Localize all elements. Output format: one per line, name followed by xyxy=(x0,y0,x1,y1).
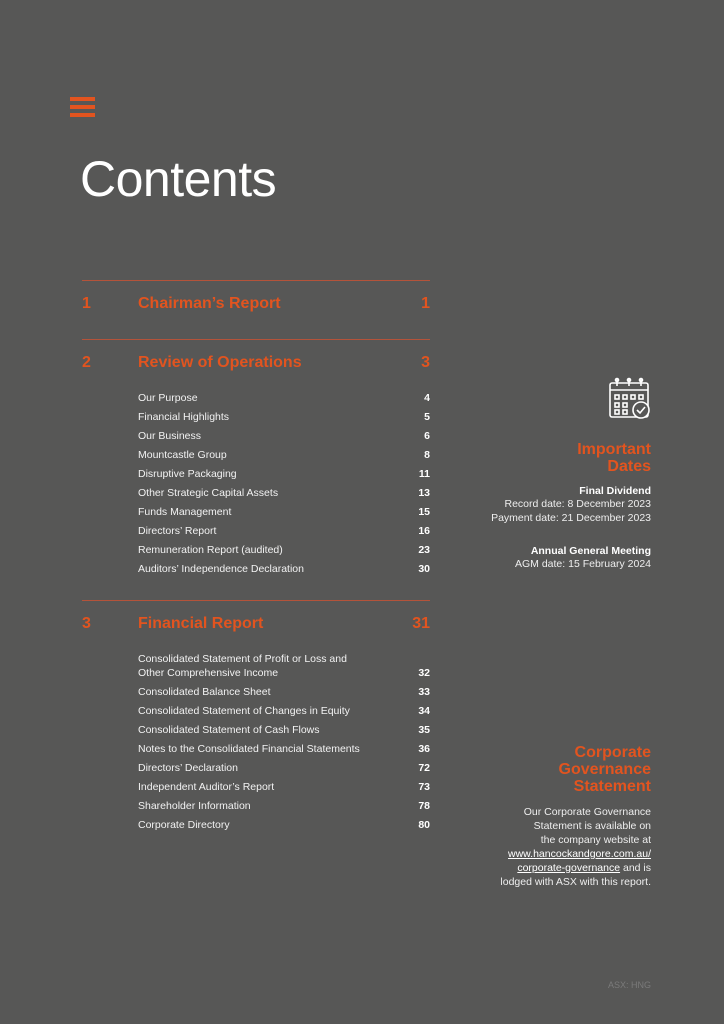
list-item[interactable] xyxy=(138,502,430,521)
toc-section-2 xyxy=(82,339,430,600)
item-page: 4 xyxy=(424,391,430,404)
list-item[interactable] xyxy=(138,426,430,445)
final-dividend-title: Final Dividend xyxy=(579,485,651,497)
list-item[interactable] xyxy=(138,739,430,758)
list-item[interactable] xyxy=(138,682,430,701)
heading-line: Corporate xyxy=(574,744,651,761)
item-page: 73 xyxy=(418,780,430,793)
item-page: 23 xyxy=(418,543,430,556)
text-line: Our Corporate Governance xyxy=(523,806,651,818)
item-page: 8 xyxy=(424,448,430,461)
section-title[interactable]: Financial Report xyxy=(138,615,264,632)
subsection-list xyxy=(82,388,430,578)
text-line: and is xyxy=(620,862,651,874)
item-label: Consolidated Statement of Changes in Equity xyxy=(138,704,350,717)
item-label: Our Purpose xyxy=(138,391,198,404)
governance-panel xyxy=(500,744,651,889)
list-item[interactable] xyxy=(138,758,430,777)
toc-section-3 xyxy=(82,600,430,834)
list-item[interactable] xyxy=(138,483,430,502)
list-item[interactable] xyxy=(138,815,430,834)
subsection-list xyxy=(82,649,430,834)
payment-date: Payment date: 21 December 2023 xyxy=(491,512,651,524)
item-label: Shareholder Information xyxy=(138,799,251,812)
menu-bar xyxy=(70,105,95,109)
list-item[interactable] xyxy=(138,701,430,720)
section-page: 1 xyxy=(421,295,430,312)
list-item[interactable] xyxy=(138,464,430,483)
item-label: Directors’ Report xyxy=(138,524,217,537)
list-item[interactable] xyxy=(138,777,430,796)
section-title[interactable]: Chairman’s Report xyxy=(138,295,281,312)
section-header[interactable] xyxy=(82,340,430,388)
page-title: Contents xyxy=(80,151,277,207)
section-number: 2 xyxy=(82,354,91,371)
section-header[interactable] xyxy=(82,601,430,649)
governance-heading xyxy=(500,744,651,795)
item-label: Auditors’ Independence Declaration xyxy=(138,562,304,575)
item-page: 32 xyxy=(418,666,430,679)
heading-line: Governance xyxy=(558,761,651,778)
calendar-check-icon xyxy=(608,377,652,421)
list-item[interactable] xyxy=(138,540,430,559)
footer-ticker: ASX: HNG xyxy=(607,980,651,990)
important-dates-heading xyxy=(491,441,651,475)
item-label: Our Business xyxy=(138,429,202,442)
item-label: Financial Highlights xyxy=(138,410,230,423)
item-page: 35 xyxy=(418,723,430,736)
item-page: 72 xyxy=(418,761,430,774)
governance-link[interactable]: www.hancockandgore.com.au/ xyxy=(508,848,651,860)
list-item[interactable] xyxy=(138,559,430,578)
item-label: Remuneration Report (audited) xyxy=(138,543,283,556)
item-label: Disruptive Packaging xyxy=(138,467,237,480)
list-item[interactable] xyxy=(138,796,430,815)
section-title[interactable]: Review of Operations xyxy=(138,354,302,371)
item-label: Corporate Directory xyxy=(138,818,230,831)
list-item[interactable] xyxy=(138,445,430,464)
heading-line: Statement xyxy=(573,778,651,795)
menu-bar xyxy=(70,97,95,101)
menu-bar xyxy=(70,113,95,117)
item-label: Other Strategic Capital Assets xyxy=(138,486,279,499)
item-page: 11 xyxy=(418,467,430,480)
item-page: 78 xyxy=(418,799,430,812)
item-label: Consolidated Balance Sheet xyxy=(138,685,271,698)
item-page: 34 xyxy=(418,704,430,717)
text-line: Statement is available on xyxy=(533,820,651,832)
heading-line: Dates xyxy=(607,458,651,475)
hamburger-menu-icon[interactable] xyxy=(70,97,95,118)
section-page: 31 xyxy=(412,615,430,632)
list-item[interactable] xyxy=(138,720,430,739)
item-label: Independent Auditor’s Report xyxy=(138,780,275,793)
heading-line: Important xyxy=(577,441,651,458)
agm-date: AGM date: 15 February 2024 xyxy=(515,558,651,570)
item-label: Notes to the Consolidated Financial Statements xyxy=(138,742,360,755)
item-label: Consolidated Statement of Cash Flows xyxy=(138,723,320,736)
governance-link[interactable]: corporate-governance xyxy=(517,862,621,874)
item-label: Consolidated Statement of Profit or Loss and Other Comprehensive Income xyxy=(138,652,347,679)
section-header[interactable] xyxy=(82,281,430,329)
list-item[interactable] xyxy=(138,407,430,426)
item-page: 33 xyxy=(418,685,430,698)
section-number: 3 xyxy=(82,615,91,632)
toc-section-1 xyxy=(82,280,430,339)
agm-title: Annual General Meeting xyxy=(530,545,651,557)
list-item[interactable] xyxy=(138,649,430,682)
item-page: 16 xyxy=(418,524,430,537)
item-label: Directors’ Declaration xyxy=(138,761,238,774)
section-page: 3 xyxy=(421,354,430,371)
record-date: Record date: 8 December 2023 xyxy=(504,498,651,510)
list-item[interactable] xyxy=(138,521,430,540)
governance-text xyxy=(500,805,651,889)
important-dates-panel xyxy=(491,441,651,571)
text-line: the company website at xyxy=(540,834,651,846)
table-of-contents xyxy=(82,280,430,834)
item-page: 5 xyxy=(424,410,430,423)
item-page: 80 xyxy=(418,818,430,831)
section-number: 1 xyxy=(82,295,91,312)
item-page: 6 xyxy=(424,429,430,442)
item-page: 13 xyxy=(418,486,430,499)
item-label: Funds Management xyxy=(138,505,232,518)
item-page: 36 xyxy=(418,742,430,755)
list-item[interactable] xyxy=(138,388,430,407)
item-page: 15 xyxy=(418,505,430,518)
item-label: Mountcastle Group xyxy=(138,448,227,461)
item-page: 30 xyxy=(418,562,430,575)
text-line: lodged with ASX with this report. xyxy=(500,876,651,888)
